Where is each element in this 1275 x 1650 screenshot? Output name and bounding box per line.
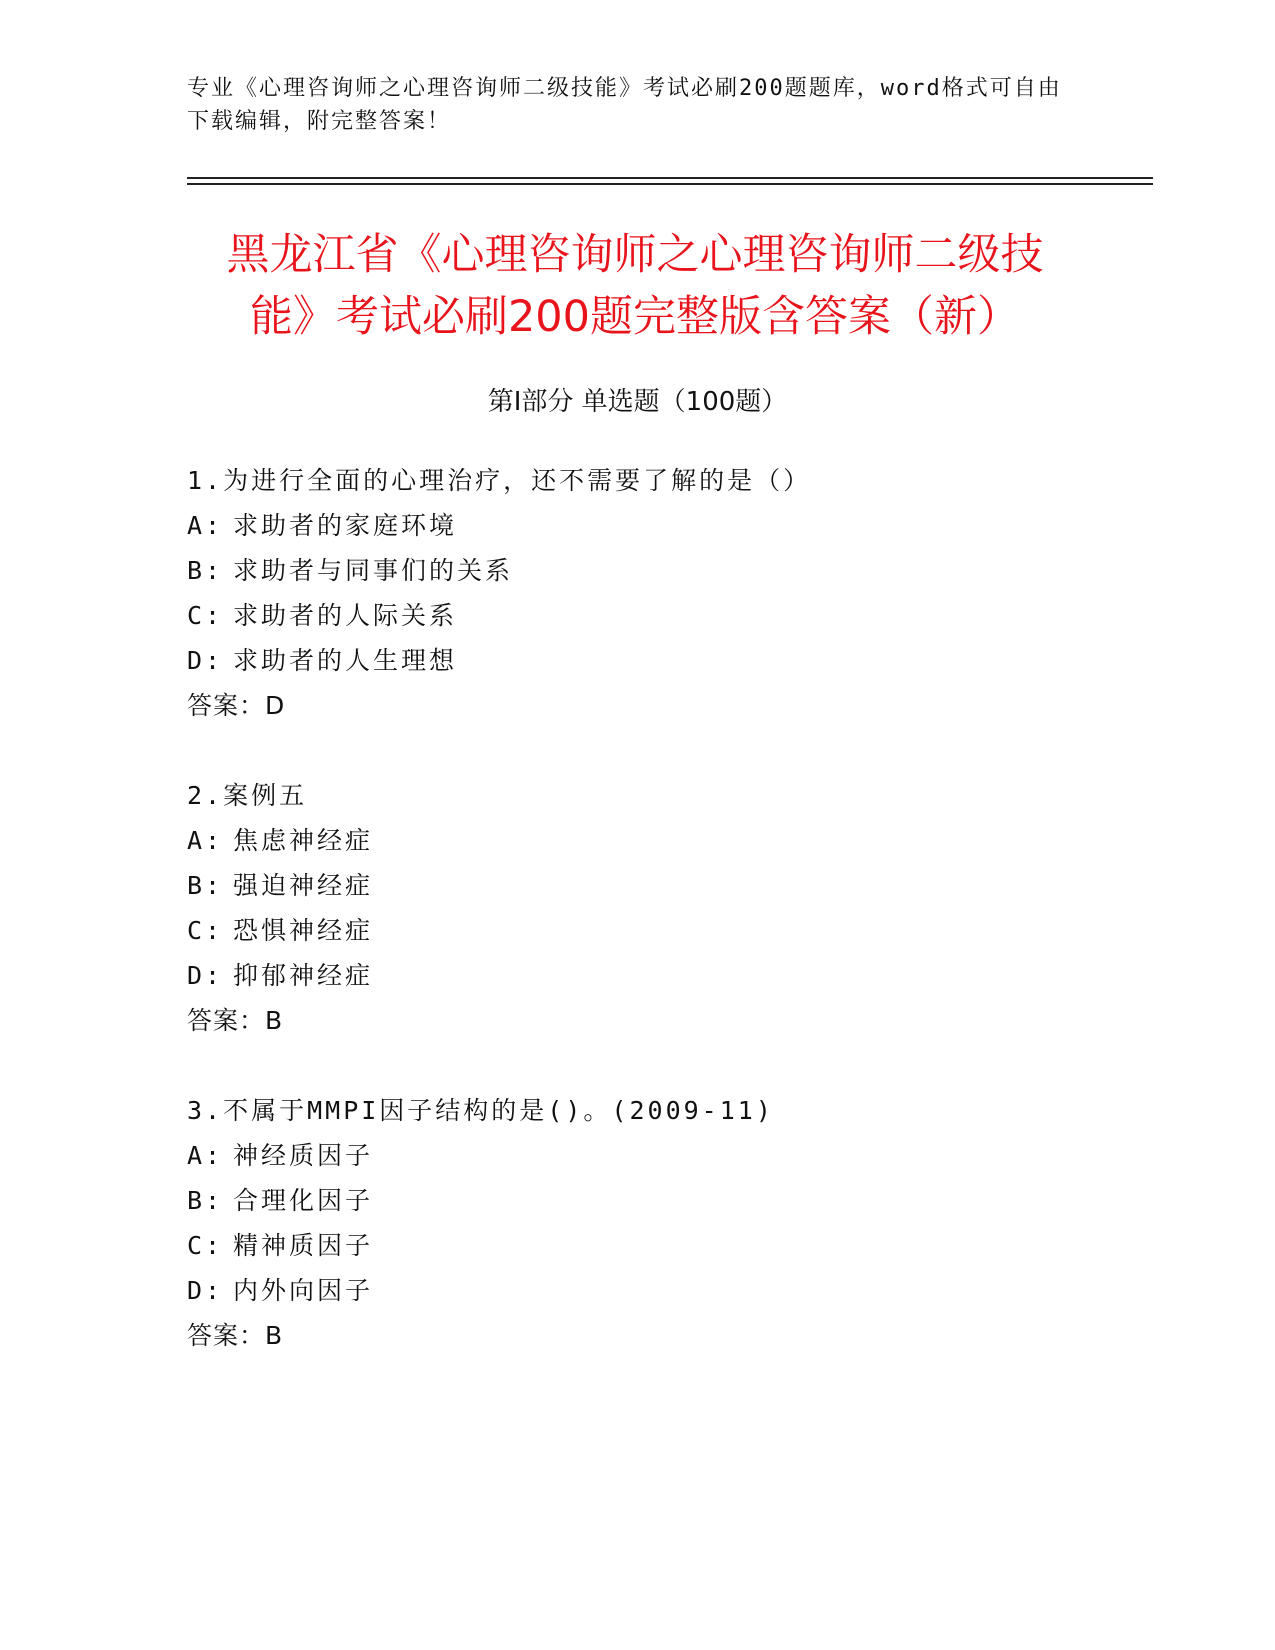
option-b [187, 548, 1087, 593]
option-text: 恐惧神经症 [233, 916, 374, 945]
option-letter: C: [187, 916, 224, 945]
option-letter: A: [187, 1141, 224, 1170]
option-letter: B: [187, 556, 224, 585]
question-stem: 1.为进行全面的心理治疗，还不需要了解的是（） [187, 466, 812, 495]
option-text: 求助者的家庭环境 [233, 511, 458, 540]
document-title: 黑龙江省《心理咨询师之心理咨询师二级技能》考试必刷200题完整版含答案（新） [226, 230, 1044, 342]
option-text: 焦虑神经症 [233, 826, 374, 855]
option-c [187, 1223, 1087, 1268]
question-3 [187, 1088, 1087, 1359]
option-text: 精神质因子 [233, 1231, 374, 1260]
option-b [187, 1178, 1087, 1223]
option-letter: B: [187, 1186, 224, 1215]
option-text: 求助者的人生理想 [233, 646, 458, 675]
option-text: 强迫神经症 [233, 871, 374, 900]
option-letter: D: [187, 646, 224, 675]
option-c [187, 908, 1087, 953]
option-text: 合理化因子 [233, 1186, 374, 1215]
question-stem: 2.案例五 [187, 781, 308, 810]
option-text: 求助者的人际关系 [233, 601, 458, 630]
option-text: 求助者与同事们的关系 [233, 556, 514, 585]
answer-line: 答案：B [187, 1006, 284, 1035]
answer-line: 答案：D [187, 691, 286, 720]
option-letter: D: [187, 1276, 224, 1305]
option-letter: C: [187, 1231, 224, 1260]
option-letter: C: [187, 601, 224, 630]
option-text: 抑郁神经症 [233, 961, 374, 990]
option-letter: A: [187, 826, 224, 855]
option-c [187, 593, 1087, 638]
question-stem: 3.不属于MMPI因子结构的是()。(2009-11) [187, 1096, 774, 1125]
answer-line: 答案：B [187, 1321, 284, 1350]
option-d [187, 1268, 1087, 1313]
option-a [187, 503, 1087, 548]
option-letter: D: [187, 961, 224, 990]
option-a [187, 1133, 1087, 1178]
option-text: 内外向因子 [233, 1276, 374, 1305]
option-text: 神经质因子 [233, 1141, 374, 1170]
header-note: 专业《心理咨询师之心理咨询师二级技能》考试必刷200题题库，word格式可自由下载编辑，附完整答案！ [187, 76, 1062, 134]
option-letter: A: [187, 511, 224, 540]
option-letter: B: [187, 871, 224, 900]
question-1 [187, 458, 1087, 729]
option-d [187, 953, 1087, 998]
option-d [187, 638, 1087, 683]
option-b [187, 863, 1087, 908]
header-divider-bottom [187, 183, 1153, 185]
question-2 [187, 773, 1087, 1044]
section-title: 第Ⅰ部分 单选题（100题） [487, 387, 788, 417]
header-divider-top [187, 177, 1153, 179]
option-a [187, 818, 1087, 863]
